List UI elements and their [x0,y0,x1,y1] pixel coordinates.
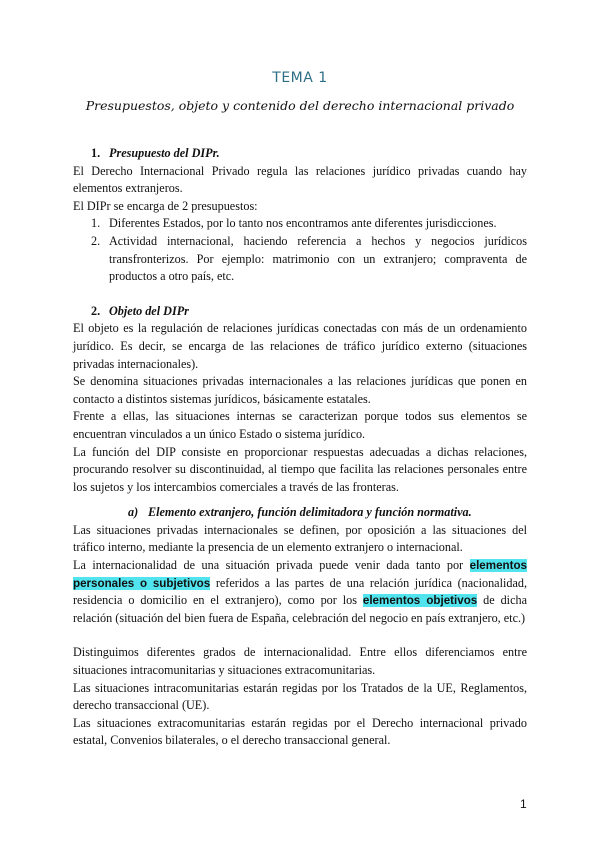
section-1-paragraph-1: El Derecho Internacional Privado regula las relaciones jurídico privadas cuando hay elementos extranjeros. [73,163,527,196]
section-2-paragraph-2: Se denomina situaciones privadas internacionales a las relaciones jurídicas que ponen en contacto a distintos sistemas jurídicos, básicamente estatales. [73,374,527,406]
section-1-heading [73,145,527,163]
subsection-a-paragraph-4: Las situaciones intracomunitarias estarán regidas por los Tratados de la UE, Reglamentos, derecho transaccional (UE). [73,680,527,713]
section-2-heading [73,303,527,321]
document-title: TEMA 1 [272,70,328,86]
subsection-a-number: a) [128,505,139,520]
subsection-a-paragraph-2 [73,557,527,627]
section-2-title: Objeto del DIPr [109,303,189,318]
list-item-text: Diferentes Estados, por lo tanto nos encontramos ante diferentes jurisdicciones. [109,216,497,231]
list-item-number: 1. [91,216,101,231]
document-subtitle: Presupuestos, objeto y contenido del derecho internacional privado [85,98,515,113]
list-item [73,215,527,233]
paragraph-text: referidos a las partes de una relación jurídica (nacionalidad, residencia o domicilio en el extranjero), como por los [73,575,527,608]
section-2-paragraph-3: Frente a ellas, las situaciones internas se caracterizan porque todos sus elementos se encuentran vinculados a un único Estado o sistema jurídico. [73,409,527,441]
section-2-paragraph-1: El objeto es la regulación de relaciones jurídicas conectadas con más de un ordenamiento jurídico. Es decir, se encarga de las relaciones de tráfico jurídico externo (situaciones privadas internacionales). [73,321,527,371]
subsection-a-title: Elemento extranjero, función delimitadora y función normativa. [148,505,472,520]
document-body [73,145,527,750]
presupuestos-list [73,215,527,285]
paragraph-text: La internacionalidad de una situación privada puede venir dada tanto por [73,558,470,573]
highlight-personales: elementos personales o subjetivos [73,559,527,590]
subsection-a-heading [73,504,527,522]
section-1-number: 1. [91,146,101,160]
subsection-a-paragraph-3: Distinguimos diferentes grados de internacionalidad. Entre ellos diferenciamos entre situaciones intracomunitarias y situaciones extracomunitarias. [73,645,527,678]
section-2-number: 2. [91,303,101,318]
page-number: 1 [520,797,527,811]
list-item-text: Actividad internacional, haciendo referencia a hechos y negocios jurídicos transfronterizos. Por ejemplo: matrimonio con un extranjero; compraventa de productos a otro país, etc. [109,233,527,284]
paragraph-text: de dicha relación (situación del bien fuera de España, celebración del negocio en país extranjero, etc.) [73,593,527,625]
section-2-paragraph-4: La función del DIP consiste en proporcionar respuestas adecuadas a dichas relaciones, procurando resolver su discontinuidad, al tiempo que facilita las relaciones personales entre los sujetos y los intercambios comerciales a través de las fronteras. [73,444,527,494]
subsection-a-paragraph-5: Las situaciones extracomunitarias estarán regidas por el Derecho internacional privado estatal, Convenios bilaterales, o el derecho transaccional general. [73,715,527,748]
subsection-a-paragraph-1: Las situaciones privadas internacionales se definen, por oposición a las situaciones del tráfico interno, mediante la presencia de un elemento extranjero o internacional. [73,522,527,555]
highlight-objetivos: elementos objetivos [362,594,478,608]
list-item [73,233,527,286]
section-1-paragraph-2: El DIPr se encarga de 2 presupuestos: [73,198,258,213]
list-item-number: 2. [91,233,101,248]
section-1-title: Presupuesto del DIPr. [109,146,220,160]
